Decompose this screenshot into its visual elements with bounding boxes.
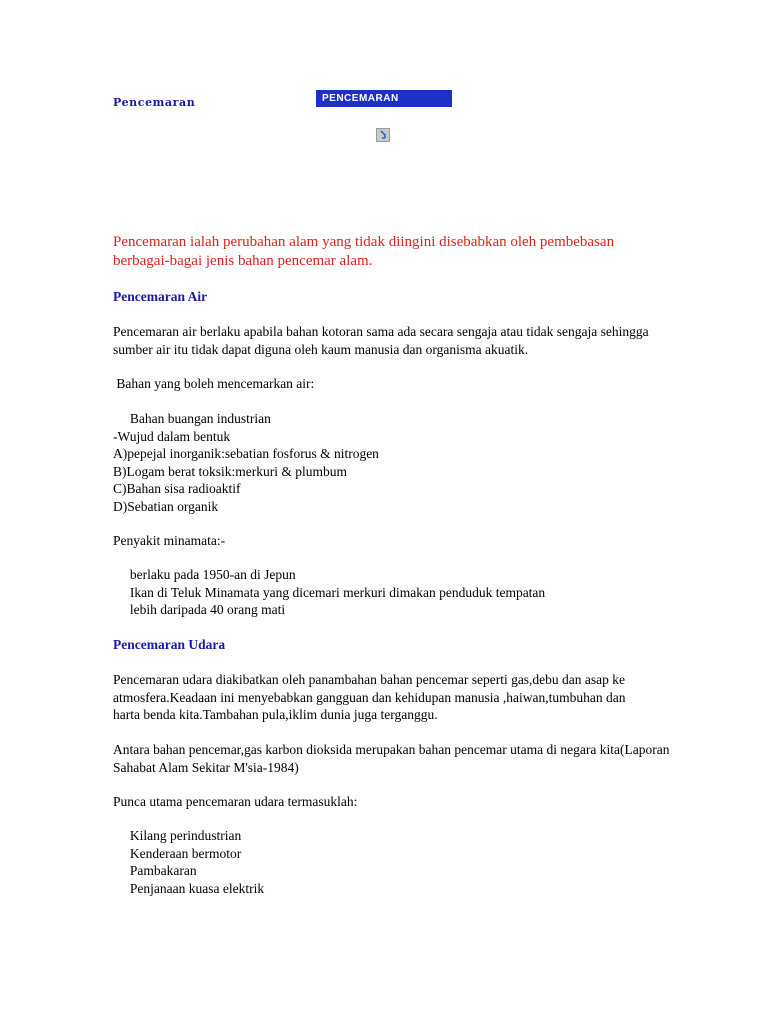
- list-item: Kenderaan bermotor: [113, 845, 242, 861]
- list-item: B)Logam berat toksik:merkuri & plumbum: [113, 463, 347, 479]
- air-pollutants-intro: Bahan yang boleh mencemarkan air:: [113, 376, 315, 391]
- intro-text: Pencemaran ialah perubahan alam yang tidak diingini disebabkan oleh pembebasan berbagai-bagai jenis bahan pencemar alam.: [113, 234, 615, 269]
- udara-causes-list: [113, 827, 264, 897]
- header-title: Pencemaran: [113, 96, 196, 109]
- arrow-down-right-icon[interactable]: [376, 128, 390, 142]
- list-item: Penjanaan kuasa elektrik: [113, 880, 265, 896]
- list-item: Ikan di Teluk Minamata yang dicemari merkuri dimakan penduduk tempatan: [113, 584, 546, 600]
- heading-pencemaran-air: Pencemaran Air: [113, 289, 208, 304]
- list-item: D)Sebatian organik: [113, 498, 219, 514]
- list-item: -Wujud dalam bentuk: [113, 428, 231, 444]
- air-definition: Pencemaran air berlaku apabila bahan kotoran sama ada secara sengaja atau tidak sengaja sehingga sumber air itu tidak dapat diguna oleh kaum manusia dan organisma akuatik.: [113, 324, 649, 357]
- minamata-title: Penyakit minamata:-: [113, 533, 226, 548]
- list-item: C)Bahan sisa radioaktif: [113, 481, 241, 496]
- list-item: lebih daripada 40 orang mati: [113, 602, 286, 617]
- list-item: A)pepejal inorganik:sebatian fosforus & nitrogen: [113, 446, 379, 461]
- air-pollutants-list: [113, 410, 379, 515]
- heading-pencemaran-udara: Pencemaran Udara: [113, 637, 226, 652]
- list-item: Pambakaran: [113, 863, 197, 878]
- minamata-list: [113, 566, 545, 619]
- list-item: berlaku pada 1950-an di Jepun: [113, 567, 296, 582]
- list-item: Bahan buangan industrian: [113, 411, 271, 426]
- title-banner: PENCEMARAN: [316, 90, 452, 107]
- udara-para-2: Antara bahan pencemar,gas karbon dioksida merupakan bahan pencemar utama di negara kita(Laporan Sahabat Alam Sekitar M'sia-1984): [113, 742, 670, 775]
- udara-causes-intro: Punca utama pencemaran udara termasuklah:: [113, 794, 358, 809]
- udara-para-1: Pencemaran udara diakibatkan oleh panambahan bahan pencemar seperti gas,debu dan asap ke atmosfera.Keadaan ini menyebabkan gangguan dan kehidupan manusia ,haiwan,tumbuhan dan harta benda kita.Tambahan pula,iklim dunia juga terganggu.: [113, 672, 626, 722]
- list-item: Kilang perindustrian: [113, 828, 242, 843]
